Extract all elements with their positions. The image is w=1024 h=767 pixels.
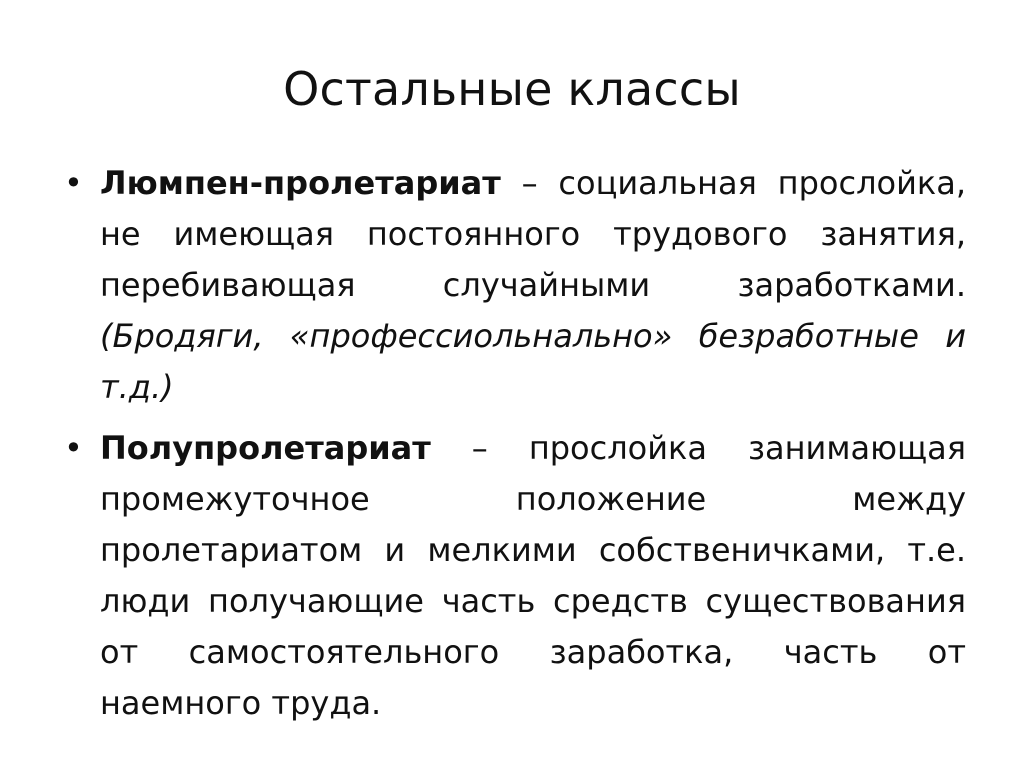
bullet-dash: –	[500, 164, 559, 202]
bullet-list	[64, 158, 966, 739]
bullet-dot-icon: •	[64, 164, 83, 202]
slide-title: Остальные классы	[283, 62, 741, 116]
bullet-text: прослойка занимающая промежуточное положение между пролетариатом и мелкими собственичками, т.е. люди получающие часть средств существования от самостоятельного заработка, часть от наемного труда.	[100, 429, 967, 722]
bullet-term: Полупролетариат	[100, 429, 431, 467]
bullet-text: социальная прослойка, не имеющая постоянного трудового занятия, перебивающая случайными заработками.	[100, 164, 967, 304]
bullet-dash: –	[430, 429, 529, 467]
bullet-term: Люмпен-пролетариат	[100, 164, 501, 202]
bullet-item-lumpen	[64, 158, 966, 413]
bullet-note: (Бродяги, «профессиольнально» безработные и т.д.)	[100, 317, 966, 406]
bullet-dot-icon: •	[64, 429, 83, 467]
bullet-item-semiproletariat	[64, 423, 966, 729]
